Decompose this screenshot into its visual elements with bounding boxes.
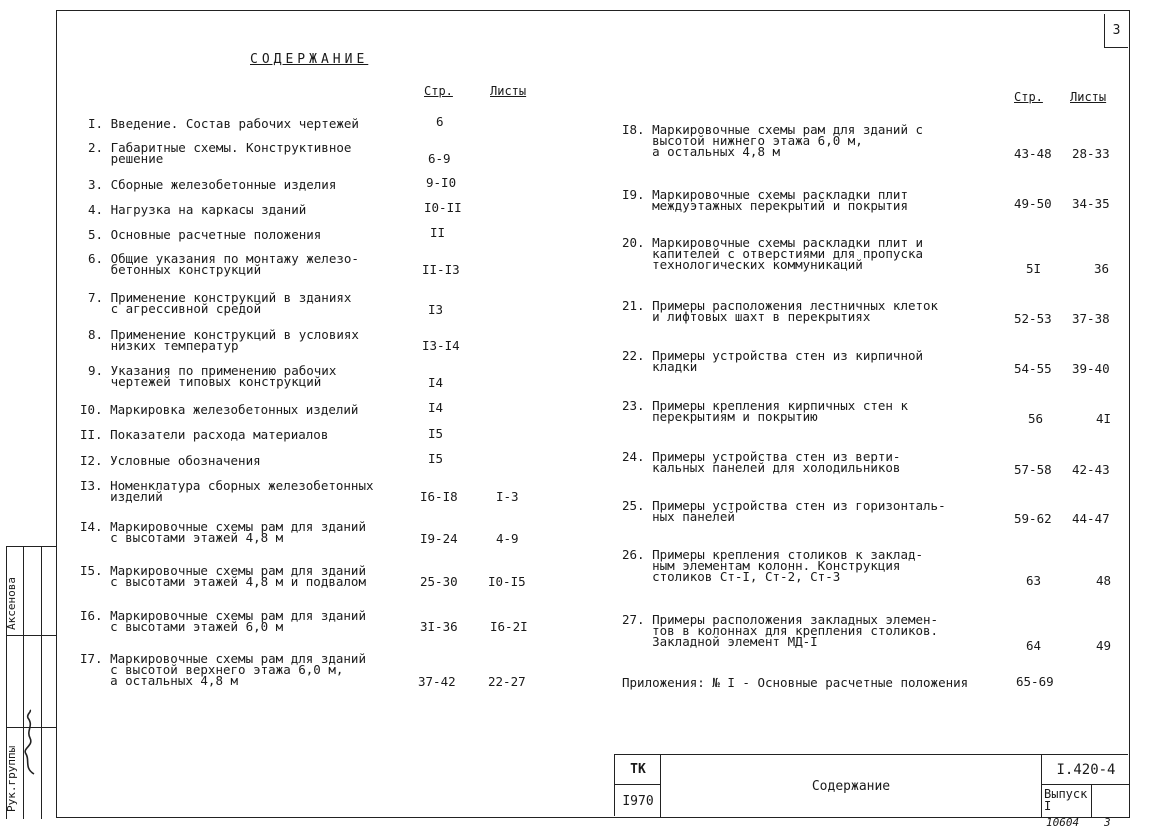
toc-item-page: 6-9 (428, 151, 451, 166)
sheet-footer: 3 (1104, 816, 1111, 829)
toc-item-page: 49-50 (1014, 196, 1052, 211)
toc-item-sheets: 48 (1096, 573, 1112, 588)
toc-item-sheets: I-3 (496, 489, 519, 504)
toc-item-text: I6. Маркировочные схемы рам для зданий с высотами этажей 6,0 м (80, 608, 366, 634)
toc-item-text: I7. Маркировочные схемы рам для зданий с высотой верхнего этажа 6,0 м, а остальных 4,8 м (80, 651, 366, 688)
title-block-code-cell (615, 755, 661, 817)
toc-item-text: I8. Маркировочные схемы рам для зданий с высотой нижнего этажа 6,0 м, а остальных 4,8 м (622, 122, 924, 159)
toc-item-text: I2. Условные обозначения (80, 453, 261, 468)
toc-item-page: I4 (428, 400, 444, 415)
left-col-page-header: Стр. (424, 84, 453, 98)
toc-item-text: 5. Основные расчетные положения (88, 227, 322, 242)
toc-item-text: 24. Примеры устройства стен из верти- кальных панелей для холодильников (622, 449, 901, 475)
toc-item-page: I5 (428, 451, 444, 466)
toc-item-page: 6 (436, 114, 444, 129)
toc-item-sheets: 49 (1096, 638, 1112, 653)
title-block-year: I970 (622, 793, 654, 809)
page-title: СОДЕРЖАНИЕ (250, 52, 369, 67)
toc-item-sheets: 4I (1096, 411, 1112, 426)
toc-item-text: 23. Примеры крепления кирпичных стен к перекрытиям и покрытию (622, 398, 908, 424)
left-col-sheets-header: Листы (490, 84, 527, 98)
toc-item-page: 64 (1026, 638, 1042, 653)
toc-item-sheets: I6-2I (490, 619, 528, 634)
toc-item-page: I6-I8 (420, 489, 458, 504)
side-role-label: Рук.группы (5, 745, 18, 812)
toc-item-sheets: 4-9 (496, 531, 519, 546)
toc-item-sheets: I0-I5 (488, 574, 526, 589)
title-block-series-cell (1041, 755, 1129, 817)
toc-item-page: 57-58 (1014, 462, 1052, 477)
title-block-issue (1042, 785, 1092, 817)
toc-item-page: I5 (428, 426, 444, 441)
toc-item-text: 22. Примеры устройства стен из кирпичной кладки (622, 348, 924, 374)
toc-item-page: I9-24 (420, 531, 458, 546)
inventory-number: 10604 (1046, 816, 1080, 829)
toc-item-page: 37-42 (418, 674, 456, 689)
toc-item-page: 25-30 (420, 574, 458, 589)
title-block (614, 754, 1128, 816)
title-block-issue-label: Выпуск (1044, 787, 1088, 801)
toc-item-sheets: 44-47 (1072, 511, 1110, 526)
toc-item-sheets: 39-40 (1072, 361, 1110, 376)
toc-item-text: 26. Примеры крепления столиков к заклад- ным элементам колонн. Конструкция столиков Ст-I, Ст-2, Ст-3 (622, 547, 924, 584)
toc-item-page: I3-I4 (422, 338, 460, 353)
toc-item-sheets: 34-35 (1072, 196, 1110, 211)
toc-item-text: I3. Номенклатура сборных железобетонных изделий (80, 478, 374, 504)
toc-item-page: 9-I0 (426, 175, 457, 190)
right-col-page-header: Стр. (1014, 90, 1043, 104)
toc-item-text: 4. Нагрузка на каркасы зданий (88, 202, 307, 217)
toc-item-text: I0. Маркировка железобетонных изделий (80, 402, 359, 417)
toc-item-page: II (430, 225, 446, 240)
toc-item-text: 9. Указания по применению рабочих чертежей типовых конструкций (88, 363, 337, 389)
toc-item-page: I4 (428, 375, 444, 390)
toc-item-text: I. Введение. Состав рабочих чертежей (88, 116, 359, 131)
title-block-series: I.420-4 (1042, 755, 1130, 785)
toc-item-text: 21. Примеры расположения лестничных клеток и лифтовых шахт в перекрытиях (622, 298, 939, 324)
title-block-code: ТК (615, 755, 661, 785)
toc-item-page: 3I-36 (420, 619, 458, 634)
toc-item-text: 27. Примеры расположения закладных элемен- тов в колоннах для крепления столиков. Закладной элемент МД-I (622, 612, 939, 649)
toc-item-text: 8. Применение конструкций в условиях низких температур (88, 327, 359, 353)
title-block-issue-value: I (1044, 799, 1052, 813)
toc-item-sheets: 22-27 (488, 674, 526, 689)
toc-item-text: 20. Маркировочные схемы раскладки плит и капителей с отверстиями для пропуска технологических коммуникаций (622, 235, 924, 272)
appendix-page: 65-69 (1016, 674, 1054, 689)
toc-item-page: 52-53 (1014, 311, 1052, 326)
right-col-sheets-header: Листы (1070, 90, 1107, 104)
toc-item-page: I0-II (424, 200, 462, 215)
title-block-name: Содержание (811, 778, 891, 794)
toc-item-text: 2. Габаритные схемы. Конструктивное решение (88, 140, 352, 166)
toc-item-page: 56 (1028, 411, 1044, 426)
toc-item-page: 59-62 (1014, 511, 1052, 526)
toc-item-page: II-I3 (422, 262, 460, 277)
toc-item-text: 7. Применение конструкций в зданиях с агрессивной средой (88, 290, 352, 316)
toc-item-text: 25. Примеры устройства стен из горизонталь- ных панелей (622, 498, 946, 524)
toc-item-page: I3 (428, 302, 444, 317)
toc-item-text: II. Показатели расхода материалов (80, 427, 329, 442)
handwritten-signature (20, 708, 40, 778)
toc-item-text: I5. Маркировочные схемы рам для зданий с высотами этажей 4,8 м и подвалом (80, 563, 366, 589)
side-person-label: Аксенова (5, 577, 18, 630)
toc-item-page: 43-48 (1014, 146, 1052, 161)
toc-item-page: 63 (1026, 573, 1042, 588)
page-number: 3 (1104, 14, 1128, 48)
toc-item-text: 3. Сборные железобетонные изделия (88, 177, 337, 192)
toc-item-sheets: 36 (1094, 261, 1110, 276)
appendix-text: Приложения: № I - Основные расчетные положения (622, 675, 969, 690)
toc-item-page: 5I (1026, 261, 1042, 276)
toc-item-text: I9. Маркировочные схемы раскладки плит междуэтажных перекрытий и покрытия (622, 187, 908, 213)
toc-item-sheets: 42-43 (1072, 462, 1110, 477)
toc-item-sheets: 28-33 (1072, 146, 1110, 161)
toc-item-text: 6. Общие указания по монтажу железо- бетонных конструкций (88, 251, 359, 277)
toc-item-text: I4. Маркировочные схемы рам для зданий с высотами этажей 4,8 м (80, 519, 366, 545)
toc-item-sheets: 37-38 (1072, 311, 1110, 326)
toc-item-page: 54-55 (1014, 361, 1052, 376)
